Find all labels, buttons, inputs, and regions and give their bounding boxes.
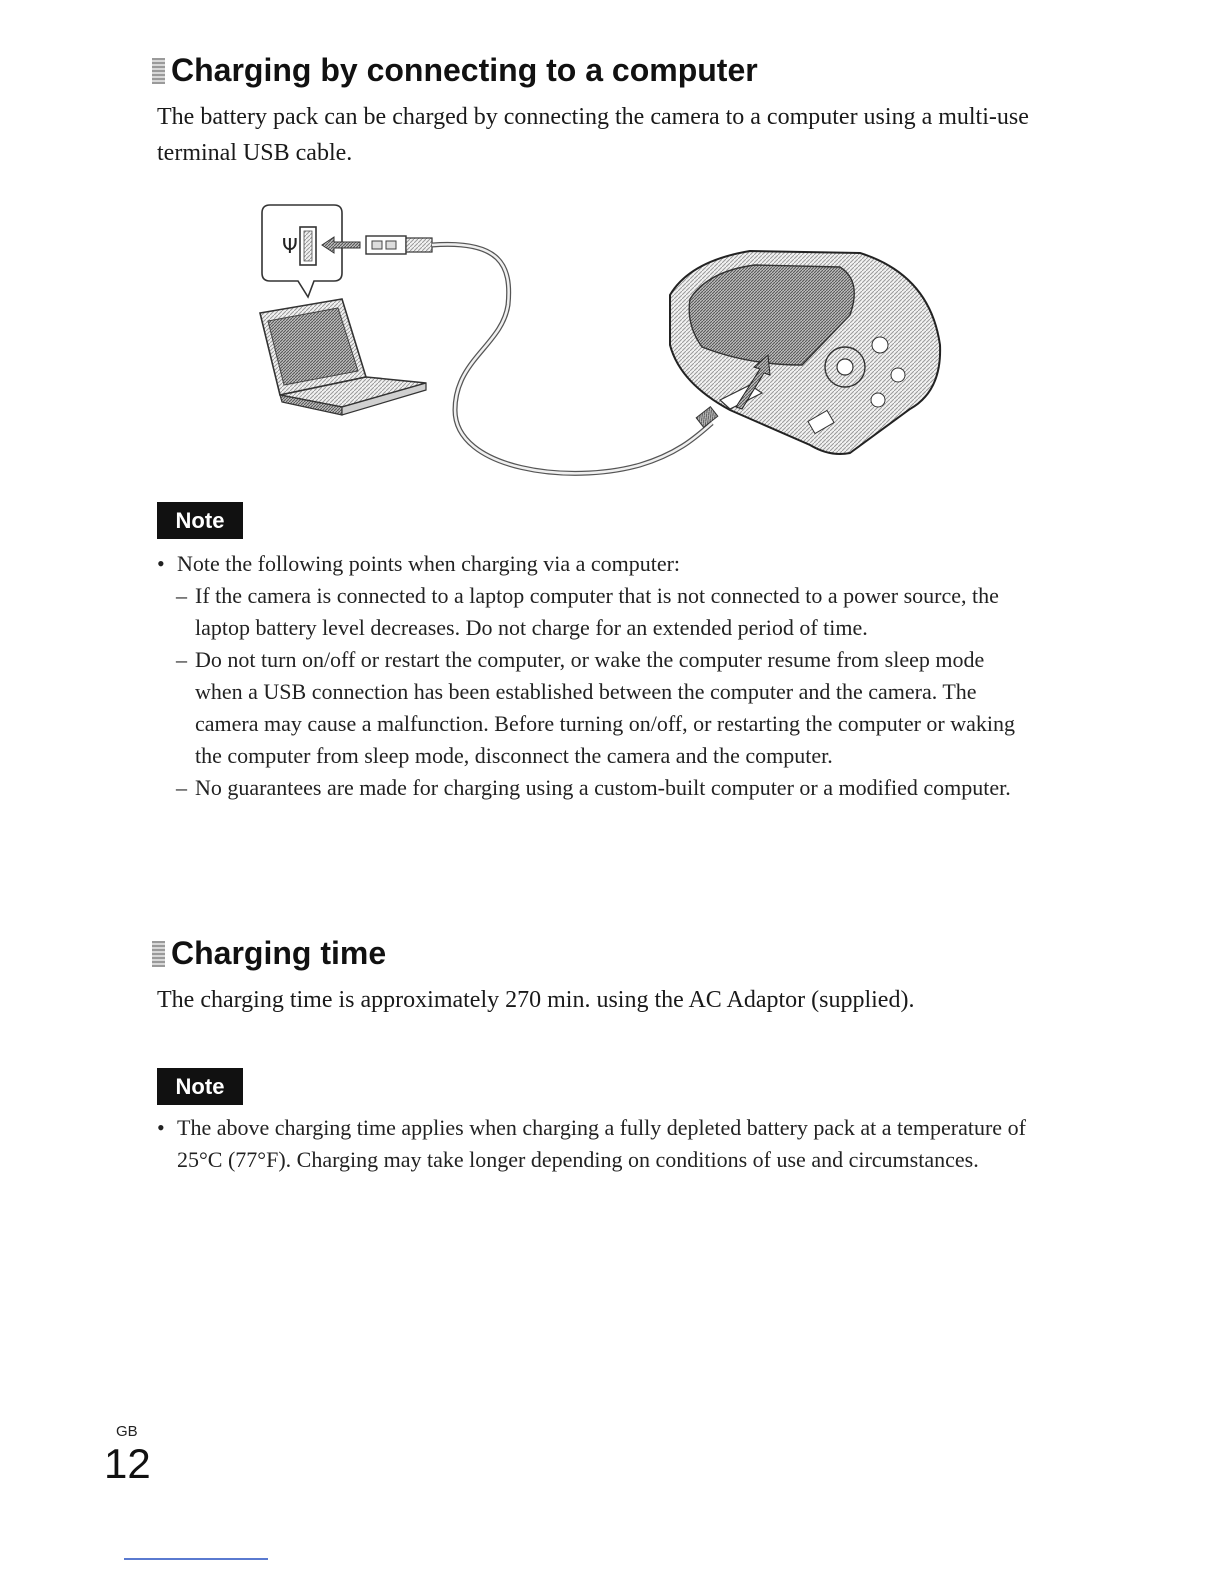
note-item [157, 548, 1037, 804]
footer-rule [124, 1558, 268, 1560]
note-badge: Note [157, 502, 243, 539]
section-heading-text: Charging time [171, 935, 387, 971]
note-sublist [177, 580, 1037, 804]
note-subitem: – No guarantees are made for charging using a custom-built computer or a modified computer. [157, 772, 1037, 804]
section-heading-text: Charging by connecting to a computer [171, 52, 758, 88]
region-code: GB [116, 1423, 138, 1440]
page-number: 12 [104, 1440, 151, 1487]
note-subitem: – Do not turn on/off or restart the computer, or wake the computer resume from sleep mode when a USB connection has been established between the computer and the camera. The camera may cause a malfunction. Before turning on/off, or restarting the computer or waking the computer from sleep mode, disconnect the camera and the computer. [157, 644, 1037, 772]
note-list-computer [157, 548, 1037, 804]
section-heading-charging-time [152, 935, 386, 972]
note-item: • The above charging time applies when charging a fully depleted battery pack at a temperature of 25°C (77°F). Charging may take longer depending on conditions of use and circumstances. [157, 1112, 1037, 1176]
laptop-illustration [260, 299, 426, 415]
intro-paragraph: The battery pack can be charged by connecting the camera to a computer using a multi-use terminal USB cable. [157, 104, 1029, 166]
charging-time-paragraph: The charging time is approximately 270 min. using the AC Adaptor (supplied). [157, 987, 915, 1013]
usb-symbol-icon: Ψ [282, 234, 298, 258]
heading-marker-icon [152, 58, 165, 84]
note-badge: Note [157, 1068, 243, 1105]
note-subitem: – If the camera is connected to a laptop computer that is not connected to a power source, the laptop battery level decreases. Do not charge for an extended period of time. [157, 580, 1037, 644]
note-intro-text: Note the following points when charging via a computer: [177, 551, 681, 576]
note-list-charging-time [157, 1112, 1037, 1176]
usb-port-callout [262, 205, 342, 297]
usb-plug-icon [366, 236, 432, 254]
usb-connection-illustration [250, 195, 960, 495]
heading-marker-icon [152, 941, 165, 967]
section-heading-computer-charging [152, 52, 758, 89]
